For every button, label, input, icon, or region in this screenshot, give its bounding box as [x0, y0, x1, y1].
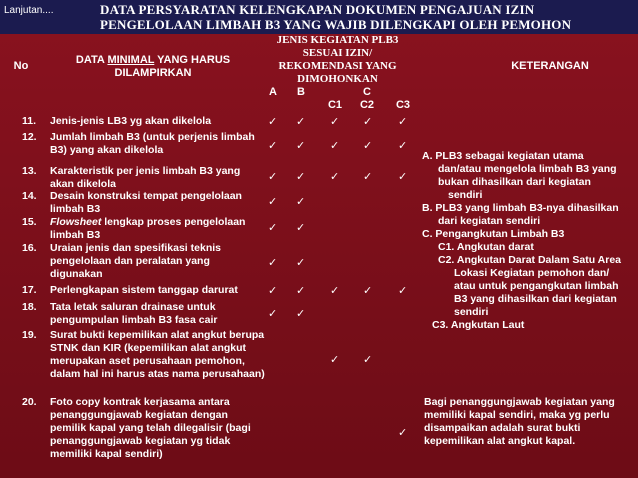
row-18-text: Tata letak saluran drainase untuk pengumpulan limbah B3 fasa cair [50, 301, 218, 326]
title-line-2: PENGELOLAAN LIMBAH B3 YANG WAJIB DILENGKAPI OLEH PEMOHON [100, 17, 572, 32]
note-row20-line4: kepemilikan alat angkut kapal. [424, 435, 576, 447]
header-sub-b: B [297, 86, 305, 98]
row-19-no: 19. [22, 329, 37, 341]
check-icon: ✓ [398, 116, 408, 128]
row-20-text: Foto copy kontrak kerjasama antara penanggungjawab kegiatan dengan pemilik kapal yang telah dilegalisir (bagi penanggungjawab kegiatan yg tidak memiliki kapal sendiri) [50, 396, 251, 460]
check-icon: ✓ [296, 116, 306, 128]
keterangan-notes [422, 150, 627, 332]
check-icon: ✓ [330, 140, 340, 152]
row-15-italic: Flowsheet [50, 216, 102, 228]
header-sub-c2: C2 [359, 99, 375, 111]
check-icon: ✓ [363, 354, 373, 366]
header-data-line2: DILAMPIRKAN [114, 67, 192, 79]
note-row20-line2: memiliki kapal sendiri, maka yg perlu [424, 409, 610, 421]
check-icon: ✓ [268, 116, 278, 128]
check-icon: ✓ [398, 140, 408, 152]
header-jenis-line4: DIMOHONKAN [297, 73, 378, 85]
keterangan-row20 [424, 396, 629, 448]
check-icon: ✓ [296, 285, 306, 297]
note-c2-line4: B3 yang dihasilkan dari kegiatan [454, 293, 617, 305]
row-19-text: Surat bukti kepemilikan alat angkut berupa STNK dan KIR (kepemilikan alat angkut merupakan aset perusahaan pemohon, dalam hal ini harus atas nama perusahaan) [50, 329, 265, 380]
note-c: C. Pengangkutan Limbah B3 [422, 228, 565, 240]
check-icon: ✓ [268, 308, 278, 320]
note-c2-line2: Lokasi Kegiatan pemohon dan/ [454, 267, 610, 279]
header-sub-c: C [363, 86, 371, 98]
header-keterangan: KETERANGAN [511, 60, 589, 72]
header-data-line1: DATA MINIMAL YANG HARUS [75, 54, 231, 66]
check-icon: ✓ [296, 140, 306, 152]
check-icon: ✓ [330, 354, 340, 366]
note-c2: C2. Angkutan Darat Dalam Satu Area [438, 254, 622, 266]
check-icon: ✓ [268, 257, 278, 269]
title-line-1: DATA PERSYARATAN KELENGKAPAN DOKUMEN PENGAJUAN IZIN [100, 2, 535, 17]
note-b: B. PLB3 yang limbah B3-nya dihasilkan [422, 202, 619, 214]
check-icon: ✓ [363, 140, 373, 152]
check-icon: ✓ [330, 285, 340, 297]
header-sub-a: A [269, 86, 277, 98]
check-icon: ✓ [268, 171, 278, 183]
check-icon: ✓ [398, 171, 408, 183]
row-17-text: Perlengkapan sistem tanggap darurat [50, 284, 238, 296]
row-11-no: 11. [22, 115, 37, 127]
check-icon: ✓ [363, 171, 373, 183]
header-no: No [13, 60, 29, 72]
note-row20-line3: disampaikan adalah surat bukti [424, 422, 581, 434]
row-12-text: Jumlah limbah B3 (untuk perjenis limbah B3) yang akan dikelola [50, 131, 255, 156]
check-icon: ✓ [296, 308, 306, 320]
header-jenis-line2: SESUAI IZIN/ [302, 47, 373, 59]
check-icon: ✓ [398, 427, 408, 439]
note-c2-line5: sendiri [454, 306, 489, 318]
row-20-no: 20. [22, 396, 37, 408]
note-c2-line3: atau untuk pengangkutan limbah [454, 280, 619, 292]
check-icon: ✓ [398, 285, 408, 297]
row-13-no: 13. [22, 165, 37, 177]
check-icon: ✓ [268, 140, 278, 152]
note-row20-line1: Bagi penanggungjawab kegiatan yang [424, 396, 615, 408]
check-icon: ✓ [268, 222, 278, 234]
check-icon: ✓ [363, 285, 373, 297]
check-icon: ✓ [296, 171, 306, 183]
check-icon: ✓ [330, 171, 340, 183]
row-18-no: 18. [22, 301, 37, 313]
note-c1: C1. Angkutan darat [438, 241, 534, 253]
row-12-no: 12. [22, 131, 37, 143]
check-icon: ✓ [268, 196, 278, 208]
header-jenis-line1: JENIS KEGIATAN PLB3 [276, 34, 399, 46]
check-icon: ✓ [296, 257, 306, 269]
row-16-text: Uraian jenis dan spesifikasi teknis pengelolaan dan peralatan yang digunakan [50, 242, 221, 280]
row-13-text: Karakteristik per jenis limbah B3 yang akan dikelola [50, 165, 241, 190]
check-icon: ✓ [296, 222, 306, 234]
header-data [58, 54, 248, 80]
row-17-no: 17. [22, 284, 37, 296]
header-sub-c1: C1 [327, 99, 343, 111]
lanjutan-label: Lanjutan.... [4, 5, 54, 16]
note-a-line4: sendiri [448, 189, 483, 201]
header-jenis [255, 34, 420, 86]
note-c3: C3. Angkutan Laut [432, 319, 525, 331]
page-title [100, 2, 571, 32]
row-16-no: 16. [22, 242, 37, 254]
header-jenis-line3: REKOMENDASI YANG [278, 60, 397, 72]
note-a: A. PLB3 sebagai kegiatan utama [422, 150, 584, 162]
note-b-line2: dari kegiatan sendiri [438, 215, 541, 227]
row-15-no: 15. [22, 216, 37, 228]
note-a-line2: dan/atau mengelola limbah B3 yang [438, 163, 617, 175]
row-14-text: Desain konstruksi tempat pengelolaan limbah B3 [50, 190, 242, 215]
row-11-text: Jenis-jenis LB3 yg akan dikelola [50, 115, 212, 127]
check-icon: ✓ [296, 196, 306, 208]
row-15-text: Flowsheet lengkap proses pengelolaan limbah B3 [50, 216, 246, 241]
check-icon: ✓ [268, 285, 278, 297]
note-a-line3: bukan dihasilkan dari kegiatan [438, 176, 591, 188]
check-icon: ✓ [330, 116, 340, 128]
header-sub-c3: C3 [395, 99, 411, 111]
row-14-no: 14. [22, 190, 37, 202]
check-icon: ✓ [363, 116, 373, 128]
